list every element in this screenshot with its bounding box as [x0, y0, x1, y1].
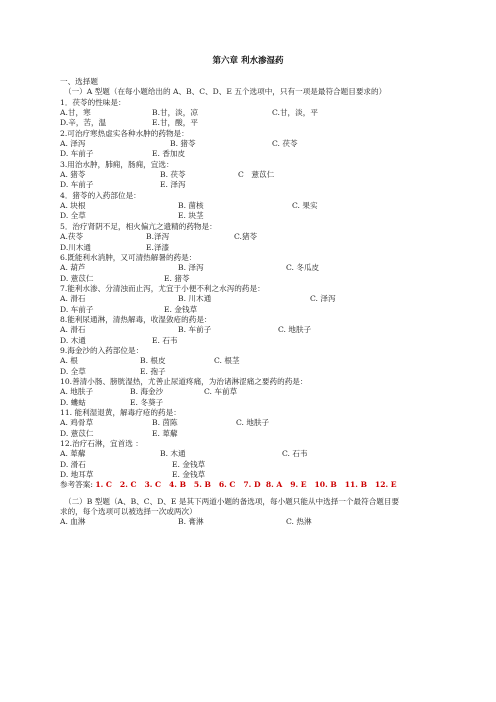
question-10: 10.善清小肠、膀胱湿热，尤善止尿道疼痛，为治诸淋涩痛之要药的药是： — [60, 376, 308, 386]
question-content — [60, 77, 460, 528]
option: B. 根皮 — [140, 356, 166, 366]
option: A. 块根 — [60, 201, 86, 211]
option: A. 萆薢 — [60, 449, 86, 459]
option: E. 块茎 — [178, 211, 204, 221]
option: C. 石韦 — [282, 449, 308, 459]
question-9: 9.海金沙的入药部位是： — [60, 345, 144, 355]
options-row — [60, 243, 460, 253]
option: E. 金钱草 — [164, 304, 198, 314]
options-row — [60, 460, 460, 470]
option: B. 泽泻 — [178, 263, 204, 273]
option: D. 全草 — [60, 211, 86, 221]
options-row — [60, 517, 460, 527]
options-row — [60, 387, 460, 397]
option: B. 车前子 — [178, 325, 212, 335]
option: B.甘，淡，凉 — [152, 108, 198, 118]
option: E. 石韦 — [152, 335, 178, 345]
option: C. 地肤子 — [236, 418, 270, 428]
options-row — [60, 470, 460, 480]
option: D.川木通 — [60, 242, 92, 252]
option: B. 川木通 — [178, 294, 212, 304]
option: A.甘，寒 — [60, 108, 91, 118]
options-row — [60, 356, 460, 366]
question-12: 12.治疗石淋，宜首选 ： — [60, 439, 143, 449]
option: D. 滑石 — [60, 459, 86, 469]
option: E.甘，酸，平 — [152, 118, 198, 128]
option: B. 茵陈 — [152, 418, 178, 428]
option: D. 全草 — [60, 366, 86, 376]
option: A. 滑石 — [60, 294, 86, 304]
question-7: 7.能利水渗、分清浊而止泻，尤宜于小便不利之水泻的药是： — [60, 283, 265, 293]
option: B. 海金沙 — [130, 387, 164, 397]
question-11: 11. 能利湿退黄，解毒疗疮的药是： — [60, 408, 181, 417]
chapter-title: 第六章 利水渗湿药 — [212, 56, 284, 66]
option: C. 地肤子 — [278, 325, 312, 335]
option: B. 猪苓 — [170, 139, 196, 149]
options-row — [60, 336, 460, 346]
answer-key-values: 1. C 2. C 3. C 4. B 5. B 6. C 7. D 8. A 9. E 10. B 11. B 12. E — [95, 480, 397, 490]
question-4: 4．猪苓的入药部位是： — [60, 190, 141, 200]
options-row — [60, 429, 460, 439]
question-1: 1．茯苓的性味是： — [60, 97, 126, 107]
options-row — [60, 211, 460, 221]
option: A. 鸡骨草 — [60, 418, 94, 428]
option: E. 萆薢 — [152, 428, 178, 438]
option: D. 车前子 — [60, 304, 94, 314]
option: C.猪苓 — [234, 232, 258, 242]
option: D.辛，苦，温 — [60, 118, 107, 128]
option: D. 薏苡仁 — [60, 273, 94, 283]
question-3: 3.用治水肿，肺痈，肠痈，宜选： — [60, 159, 174, 169]
options-row — [60, 294, 460, 304]
section-heading: 一、选择题 — [60, 77, 98, 86]
option: D. 薏苡仁 — [60, 428, 94, 438]
part-b-instruction-cont: 求的，每个选项可以被选择一次或两次） — [60, 507, 197, 517]
option: E. 孢子 — [140, 366, 166, 376]
option: A. 根 — [60, 356, 78, 366]
option: B. 膏淋 — [178, 517, 204, 527]
option: E. 冬葵子 — [130, 397, 164, 407]
options-row — [60, 263, 460, 273]
options-row — [60, 449, 460, 459]
option: C. 泽泻 — [310, 294, 336, 304]
options-row — [60, 305, 460, 315]
option: E.泽漆 — [146, 242, 170, 252]
option: E. 金钱草 — [172, 470, 206, 480]
option: D. 螻蛄 — [60, 397, 86, 407]
answer-key-row — [60, 480, 460, 490]
option: C. 果实 — [292, 201, 318, 211]
options-row — [60, 325, 460, 335]
options-row — [60, 274, 460, 284]
option: C. 根茎 — [214, 356, 240, 366]
part-b-instruction: （二）B 型题（A、B、C、D、E 是其下两道小题的备选项，每小题只能从中选择一个最符合题目要 — [64, 496, 400, 506]
option: C. 茯苓 — [272, 139, 298, 149]
option: A. 地肤子 — [60, 387, 94, 397]
option: D. 木通 — [60, 335, 86, 345]
option: B. 茯苓 — [160, 170, 186, 180]
options-row — [60, 149, 460, 159]
option: D. 车前子 — [60, 149, 94, 159]
answer-key-label: 参考答案: — [60, 480, 93, 490]
question-5: 5．治疗肾阴不足，相火偏亢之遗精的药物是： — [60, 221, 217, 231]
option: C 薏苡仁 — [238, 170, 275, 180]
option: A. 泽泻 — [60, 139, 86, 149]
option: E. 香加皮 — [152, 149, 186, 159]
option: E. 金钱草 — [172, 459, 206, 469]
options-row — [60, 398, 460, 408]
option: C. 热淋 — [286, 517, 312, 527]
option: C. 冬瓜皮 — [286, 263, 320, 273]
option: A. 葫芦 — [60, 263, 86, 273]
options-row — [60, 367, 460, 377]
option: B. 木通 — [160, 449, 186, 459]
part-a-instruction: （一）A 型题（在每小题给出的 A、B、C、D、E 五个选项中，只有一项是最符合题目要求的） — [64, 87, 387, 97]
options-row — [60, 108, 460, 118]
option: A. 猪苓 — [60, 170, 86, 180]
option: E. 泽泻 — [160, 180, 186, 190]
option: A. 血淋 — [60, 517, 86, 527]
option: D. 地耳草 — [60, 470, 94, 480]
options-row — [60, 139, 460, 149]
options-row — [60, 118, 460, 128]
options-row — [60, 170, 460, 180]
options-row — [60, 180, 460, 190]
options-row — [60, 232, 460, 242]
option: A. 滑石 — [60, 325, 86, 335]
option: D. 车前子 — [60, 180, 94, 190]
question-2: 2.可治疗寒热虚实各种水肿的药物是： — [60, 128, 189, 138]
options-row — [60, 418, 460, 428]
option: A.茯苓 — [60, 232, 84, 242]
option: B.泽泻 — [146, 232, 170, 242]
question-8: 8.能利尿通淋，清热解毒，收湿敛疮的药是： — [60, 314, 212, 324]
option: B. 菌核 — [178, 201, 204, 211]
option: C.甘，淡，平 — [272, 108, 318, 118]
options-row — [60, 201, 460, 211]
option: E. 猪苓 — [164, 273, 190, 283]
question-6: 6.既能利水消肿，又可清热解暑的药是： — [60, 252, 197, 262]
option: C. 车前草 — [204, 387, 238, 397]
